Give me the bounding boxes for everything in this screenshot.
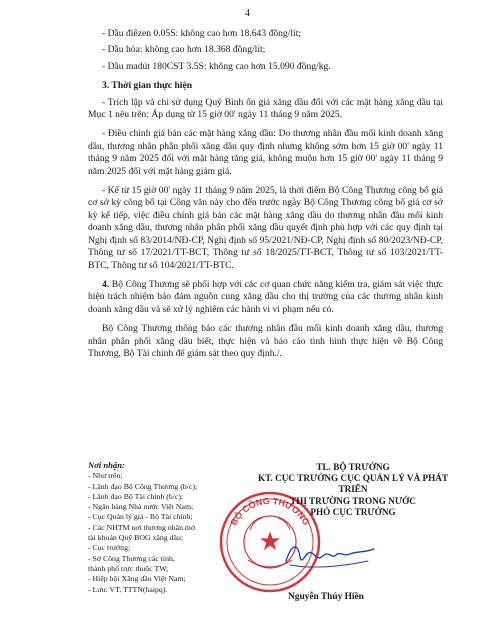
signature-title-1: TL. BỘ TRƯỞNG <box>316 462 390 472</box>
paragraph: - Trích lập và chi sử dụng Quỹ Bình ổn giá xăng dầu đối với các mặt hàng xăng dầu tại Mục 1 nêu trên: Áp dụng từ 15 giờ 00' ngày 11 tháng 9 năm 2025. <box>88 96 443 121</box>
fuel-price-item: - Dầu hỏa: không cao hơn 18.368 đồng/lít; <box>102 44 266 56</box>
document-body <box>88 28 443 360</box>
recipient-item: - Ngân hàng Nhà nước Việt Nam; <box>88 502 194 512</box>
recipient-item: - Sở Công Thương các tỉnh, <box>88 553 175 563</box>
recipient-item: - Lưu: VT, TTTN(haipq). <box>88 584 168 594</box>
recipient-item: - Hiệp hội Xăng dầu Việt Nam; <box>88 574 186 584</box>
recipient-item: - Lãnh đạo Bộ Tài chính (b/c); <box>88 491 184 501</box>
paragraph: - Điều chỉnh giá bán các mặt hàng xăng dầu: Do thương nhân đầu mối kinh doanh xăng dầu, thương nhân phân phối xăng dầu quy định nhưng không sớm hơn 15 giờ 00' ngày 11 tháng 9 năm 2025 đối với mặt hàng tăng giá, không muộn hơn 15 giờ 00' ngày 11 tháng 9 năm 2025 đối với mặt hàng giảm giá. <box>88 128 443 177</box>
fuel-price-item: - Dầu madút 180CST 3.5S: không cao hơn 15.090 đồng/kg. <box>102 60 331 72</box>
recipient-item: - Các NHTM nơi thương nhân mở <box>88 522 196 532</box>
recipient-item: - Lãnh đạo Bộ Công Thương (b/c); <box>88 481 198 491</box>
seal-text: BỘ CÔNG THƯƠNG <box>228 495 312 527</box>
recipient-item: tài khoản Quỹ BOG xăng dầu; <box>88 533 184 543</box>
signature-block <box>248 462 458 518</box>
recipients-header: Nơi nhận: <box>88 460 125 470</box>
signer-name: Nguyễn Thúy Hiền <box>288 592 364 602</box>
page-number: 4 <box>245 8 250 19</box>
seal-star-icon: ★ <box>258 527 282 557</box>
paragraph: Bộ Công Thương thông báo các thương nhân đầu mối kinh doanh xăng dầu, thương nhân phân phối xăng dầu biết, thực hiện và báo cáo tình hình thực hiện về Bộ Công Thương, Bộ Tài chính để giám sát theo quy định./. <box>88 323 443 359</box>
signature-title-2: KT. CỤC TRƯỞNG CỤC QUẢN LÝ VÀ PHÁT TRIỂN <box>257 473 449 495</box>
signature-title-4: PHÓ CỤC TRƯỞNG <box>310 506 396 517</box>
recipient-item: - Cục trưởng; <box>88 543 131 553</box>
signature-title-3: THỊ TRƯỜNG TRONG NƯỚC <box>290 495 416 506</box>
recipient-item: thành phố trực thuộc TW; <box>88 563 169 573</box>
paragraph: - Kể từ 15 giờ 00' ngày 11 tháng 9 năm 2025, là thời điểm Bộ Công Thương công bố giá cơ sở kỳ công bố tại Công văn này cho đến trước ngày Bộ Công Thương công bố giá cơ sở kỳ kế tiếp, việc điều chỉnh giá bán các mặt hàng xăng dầu do thương nhân đầu mối kinh doanh xăng dầu, thương nhân phân phối xăng dầu quyết định phù hợp với các quy định tại Nghị định số 83/2014/NĐ-CP, Nghị định số 95/2021/NĐ-CP, Nghị định số 80/2023/NĐ-CP, Thông tư số 17/2021/TT-BCT, Thông tư số 18/2025/TT-BCT, Thông tư số 103/2021/TT-BTC, Thông tư số 104/2021/TT-BTC. <box>88 185 443 271</box>
recipient-item: - Như trên; <box>88 471 123 481</box>
paragraph-text: Bộ Công Thương sẽ phối hợp với các cơ quan chức năng kiểm tra, giám sát việc thực hiện trách nhiệm bảo đảm nguồn cung xăng dầu cho thị trường của các thương nhân kinh doanh xăng dầu và sẽ xử lý nghiêm các hành vi vi phạm nếu có. <box>88 278 443 315</box>
section-heading: 3. Thời gian thực hiện <box>102 80 193 92</box>
handwritten-signature <box>280 535 380 575</box>
recipient-item: - Cục Quản lý giá - Bộ Tài chính; <box>88 512 193 522</box>
fuel-price-item: - Dầu điêzen 0.05S: không cao hơn 18.643 đồng/lít; <box>102 28 302 39</box>
section-number: 4. <box>102 278 110 290</box>
paragraph <box>88 279 443 316</box>
